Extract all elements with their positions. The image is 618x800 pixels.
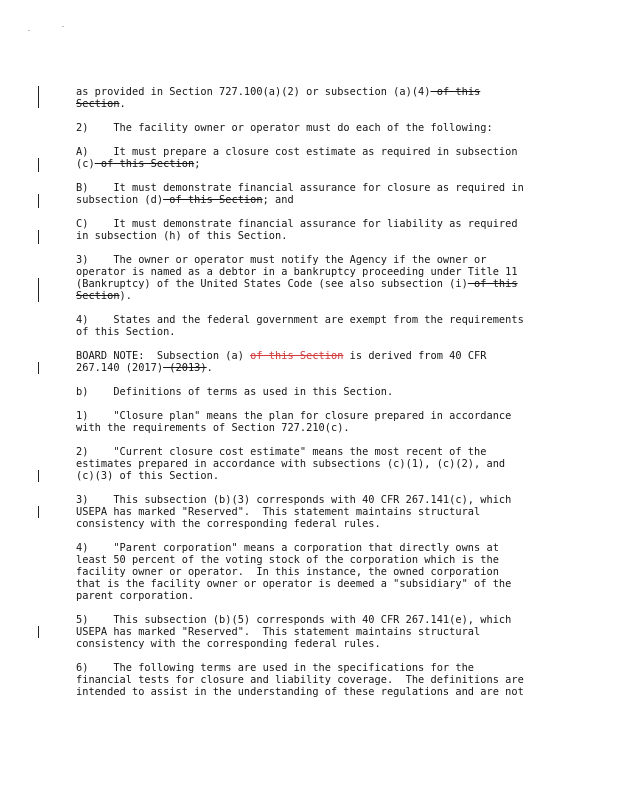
line-text: financial tests for closure and liability coverage. The definitions are — [76, 674, 524, 686]
line-text-continued: . — [206, 362, 213, 374]
line-text: facility owner or operator. In this instance, the owned corporation — [76, 566, 499, 578]
change-bar — [38, 506, 39, 518]
document-line — [76, 626, 480, 638]
line-text: (Bankruptcy) of the United States Code (see also subsection (i) — [76, 278, 468, 290]
deleted-text: of this Section — [163, 194, 263, 206]
line-text: consistency with the corresponding federal rules. — [76, 518, 381, 530]
document-line — [76, 326, 176, 338]
line-text: estimates prepared in accordance with subsections (c)(1), (c)(2), and — [76, 458, 506, 470]
document-line — [76, 182, 524, 194]
change-bar — [38, 470, 39, 482]
document-line — [76, 362, 213, 374]
line-text: USEPA has marked "Reserved". This statement maintains structural — [76, 506, 481, 518]
line-text: 6) The following terms are used in the specifications for the — [76, 662, 475, 674]
document-line — [76, 686, 524, 698]
line-text-continued: ; — [194, 158, 201, 170]
document-line — [76, 458, 505, 470]
line-text: (c) — [76, 158, 95, 170]
document-line — [76, 566, 499, 578]
deleted-text: (2013) — [163, 362, 207, 374]
line-text: as provided in Section 727.100(a)(2) or subsection (a)(4) — [76, 86, 431, 98]
document-line — [76, 614, 511, 626]
scan-speck — [28, 30, 30, 31]
document-line — [76, 410, 511, 422]
line-text: intended to assist in the understanding of these regulations and are not — [76, 686, 524, 698]
line-text: 2) The facility owner or operator must do each of the following: — [76, 122, 493, 134]
change-bar — [38, 230, 39, 244]
document-line — [76, 230, 287, 242]
change-bar — [38, 158, 39, 172]
document-line — [76, 290, 132, 302]
line-text-continued: . — [119, 98, 126, 110]
line-text: subsection (d) — [76, 194, 164, 206]
document-line — [76, 146, 518, 158]
document-line — [76, 674, 524, 686]
document-line — [76, 554, 499, 566]
line-text: operator is named as a debtor in a bankruptcy proceeding under Title 11 — [76, 266, 518, 278]
document-line — [76, 590, 194, 602]
document-line — [76, 422, 350, 434]
line-text: of this Section. — [76, 326, 176, 338]
change-bar — [38, 194, 39, 208]
deleted-text-red: of this Section — [250, 350, 344, 362]
deleted-text: of this Section — [94, 158, 195, 170]
line-text: BOARD NOTE: Subsection (a) — [76, 350, 251, 362]
line-text: C) It must demonstrate financial assurance for liability as required — [76, 218, 518, 230]
change-bar — [38, 86, 39, 108]
deleted-text: Section — [76, 98, 120, 110]
document-line — [76, 350, 486, 362]
line-text: 4) States and the federal government are exempt from the requirements — [76, 314, 524, 326]
change-bar — [38, 278, 39, 302]
document-line — [76, 506, 480, 518]
line-text: 4) "Parent corporation" means a corporation that directly owns at — [76, 542, 499, 554]
line-text: 3) The owner or operator must notify the Agency if the owner or — [76, 254, 487, 266]
line-text: b) Definitions of terms as used in this Section. — [76, 386, 394, 398]
document-line — [76, 218, 518, 230]
document-line — [76, 158, 200, 170]
line-text: least 50 percent of the voting stock of the corporation which is the — [76, 554, 499, 566]
document-line — [76, 638, 381, 650]
document-line — [76, 86, 480, 98]
line-text: 1) "Closure plan" means the plan for closure prepared in accordance — [76, 410, 512, 422]
deleted-text: Section — [76, 290, 120, 302]
document-line — [76, 254, 486, 266]
line-text: 267.140 (2017) — [76, 362, 164, 374]
document-line — [76, 518, 381, 530]
change-bar — [38, 362, 39, 374]
line-text: parent corporation. — [76, 590, 195, 602]
document-line — [76, 98, 126, 110]
line-text: that is the facility owner or operator is deemed a "subsidiary" of the — [76, 578, 512, 590]
line-text: 5) This subsection (b)(5) corresponds with 40 CFR 267.141(e), which — [76, 614, 512, 626]
scan-speck — [62, 26, 64, 27]
document-line — [76, 194, 294, 206]
line-text: (c)(3) of this Section. — [76, 470, 220, 482]
line-text-continued: ; and — [262, 194, 294, 206]
line-text: B) It must demonstrate financial assurance for closure as required in — [76, 182, 524, 194]
line-text: in subsection (h) of this Section. — [76, 230, 288, 242]
document-line — [76, 662, 474, 674]
line-text: 2) "Current closure cost estimate" means the most recent of the — [76, 446, 487, 458]
line-text: USEPA has marked "Reserved". This statement maintains structural — [76, 626, 481, 638]
document-line — [76, 578, 511, 590]
deleted-text: of this — [430, 86, 481, 98]
document-line — [76, 278, 518, 290]
line-text: with the requirements of Section 727.210(c). — [76, 422, 350, 434]
document-line — [76, 386, 393, 398]
line-text: A) It must prepare a closure cost estimate as required in subsection — [76, 146, 518, 158]
line-text: consistency with the corresponding federal rules. — [76, 638, 381, 650]
document-line — [76, 446, 486, 458]
change-bar — [38, 626, 39, 638]
line-text-continued: ). — [119, 290, 132, 302]
document-line — [76, 314, 524, 326]
document-line — [76, 266, 518, 278]
document-line — [76, 122, 493, 134]
document-line — [76, 494, 511, 506]
document-line — [76, 470, 219, 482]
document-line — [76, 542, 499, 554]
line-text: 3) This subsection (b)(3) corresponds with 40 CFR 267.141(c), which — [76, 494, 512, 506]
line-text-continued: is derived from 40 CFR — [343, 350, 487, 362]
deleted-text: of this — [467, 278, 518, 290]
